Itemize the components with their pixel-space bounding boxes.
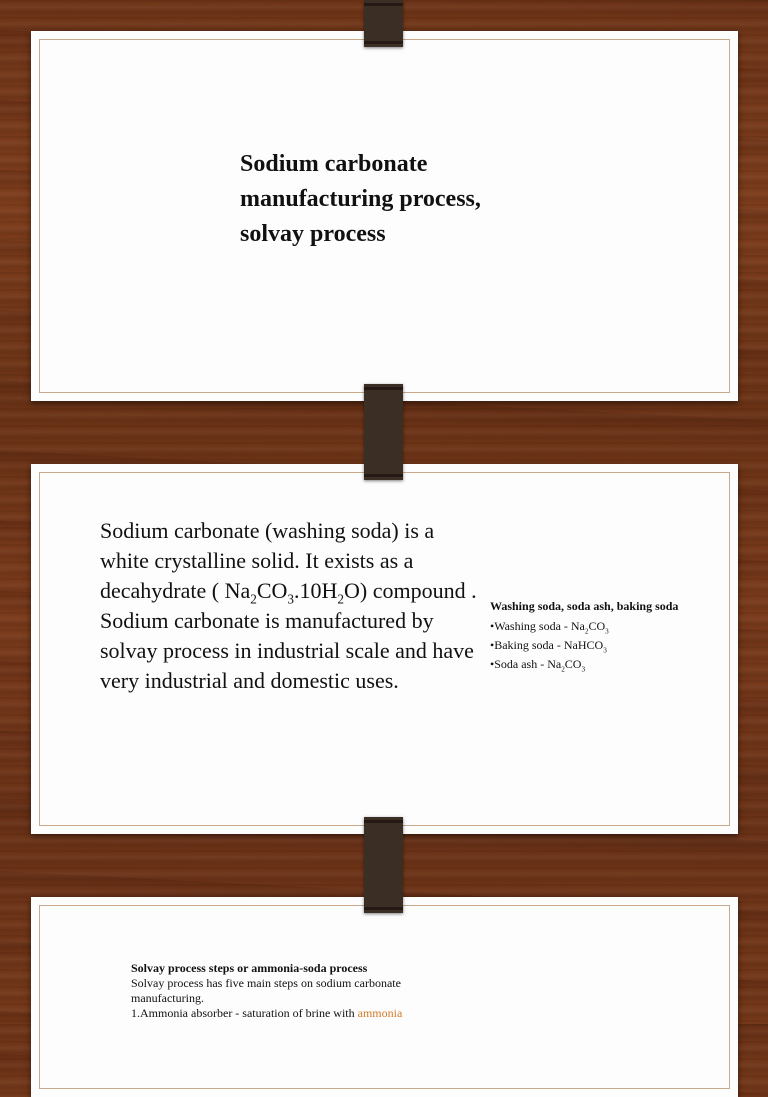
item-label: •Baking soda - NaHCO bbox=[490, 638, 604, 652]
list-item bbox=[490, 617, 700, 636]
slide-intro bbox=[31, 464, 738, 834]
list-item bbox=[490, 636, 700, 655]
intro-text: .10H bbox=[294, 578, 338, 603]
intro-text: Sodium carbonate (washing soda) is a white crystalline solid. It exists as a decahydrate ( Na bbox=[100, 518, 435, 603]
item-subscript: 2 bbox=[561, 665, 565, 674]
item-text: CO bbox=[564, 657, 582, 671]
item-subscript: 3 bbox=[581, 665, 586, 674]
item-subscript: 2 bbox=[584, 627, 589, 636]
binder-clip bbox=[364, 0, 403, 47]
slide-title bbox=[31, 31, 738, 401]
steps-text bbox=[131, 961, 471, 1021]
item-subscript: 3 bbox=[603, 646, 607, 655]
item-subscript: 3 bbox=[605, 627, 609, 636]
title-line-2: manufacturing process, bbox=[240, 186, 481, 212]
steps-body: Solvay process has five main steps on sodium carbonate manufacturing. bbox=[131, 976, 401, 1005]
item-text: CO bbox=[588, 619, 606, 633]
intro-subscript: 2 bbox=[250, 591, 257, 607]
intro-subscript: 3 bbox=[287, 591, 294, 607]
step-1 bbox=[131, 1006, 471, 1021]
item-label: •Soda ash - Na bbox=[490, 657, 562, 671]
intro-text: O) compound . Sodium carbonate is manufactured by solvay process in industrial scale and have very industrial and domestic uses. bbox=[100, 578, 477, 693]
title-line-3: solvay process bbox=[240, 221, 386, 247]
slide-steps bbox=[31, 897, 738, 1097]
list-item bbox=[490, 655, 700, 674]
step-1-text: 1.Ammonia absorber - saturation of brine with bbox=[131, 1006, 358, 1020]
side-note bbox=[490, 598, 700, 674]
item-label: •Washing soda - Na bbox=[490, 619, 585, 633]
binder-clip bbox=[364, 817, 403, 913]
ammonia-link[interactable]: ammonia bbox=[357, 1006, 403, 1020]
steps-heading: Solvay process steps or ammonia-soda process bbox=[131, 961, 368, 975]
intro-subscript: 2 bbox=[337, 591, 344, 607]
binder-clip bbox=[364, 384, 403, 480]
side-note-list bbox=[490, 617, 700, 674]
intro-paragraph bbox=[100, 516, 480, 696]
side-note-heading: Washing soda, soda ash, baking soda bbox=[490, 599, 679, 613]
slide-title-text bbox=[240, 147, 570, 252]
title-line-1: Sodium carbonate bbox=[240, 151, 428, 177]
intro-text: CO bbox=[256, 578, 288, 603]
